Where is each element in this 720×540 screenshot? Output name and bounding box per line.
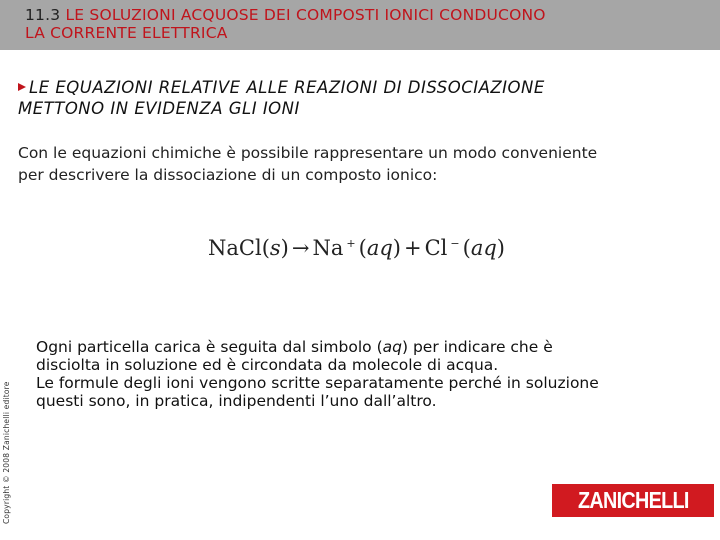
- body-line-1-end: ) per indicare che è: [401, 338, 553, 356]
- body-line-2: disciolta in soluzione ed è circondata da molecole di acqua.: [36, 356, 499, 374]
- anion-state: aq: [470, 236, 497, 260]
- slide-title: [25, 6, 705, 42]
- plus-sign: +: [403, 236, 422, 260]
- subtitle-line-2: METTONO IN EVIDENZA GLI IONI: [18, 99, 300, 118]
- dissociation-equation: NaCl(s) → Na + (aq) + Cl − (aq): [208, 236, 505, 260]
- subtitle-line-1: LE EQUAZIONI RELATIVE ALLE REAZIONI DI DISSOCIAZIONE: [29, 78, 545, 97]
- copyright-notice: Copyright © 2008 Zanichelli editore: [2, 381, 11, 524]
- explanation-paragraph: [36, 338, 716, 410]
- intro-line-1: Con le equazioni chimiche è possibile rappresentare un modo conveniente: [18, 144, 598, 162]
- reactant-state: s: [269, 236, 281, 260]
- cation-charge: +: [346, 237, 356, 250]
- title-bar: [0, 0, 720, 50]
- reactant-formula: NaCl: [208, 236, 262, 260]
- title-line-2: LA CORRENTE ELETTRICA: [25, 24, 228, 42]
- subtitle: [18, 77, 708, 119]
- reaction-arrow: →: [291, 236, 310, 260]
- anion-charge: −: [450, 237, 460, 250]
- publisher-logo: [552, 484, 714, 517]
- body-line-1-start: Ogni particella carica è seguita dal simbolo (: [36, 338, 383, 356]
- section-number: 11.3: [25, 6, 61, 24]
- body-line-4: questi sono, in pratica, indipendenti l’uno dall’altro.: [36, 392, 437, 410]
- intro-paragraph: [18, 142, 708, 186]
- intro-line-2: per descrivere la dissociazione di un composto ionico:: [18, 166, 438, 184]
- aq-symbol: aq: [382, 338, 402, 356]
- body-line-3: Le formule degli ioni vengono scritte separatamente perché in soluzione: [36, 374, 599, 392]
- cation-formula: Na: [312, 236, 344, 260]
- logo-text: ZANICHELLI: [577, 487, 689, 513]
- cation-state: aq: [366, 236, 393, 260]
- anion-formula: Cl: [424, 236, 448, 260]
- title-line-1: LE SOLUZIONI ACQUOSE DEI COMPOSTI IONICI CONDUCONO: [65, 6, 546, 24]
- body-line-1: [36, 338, 716, 356]
- arrow-right-icon: [18, 83, 26, 91]
